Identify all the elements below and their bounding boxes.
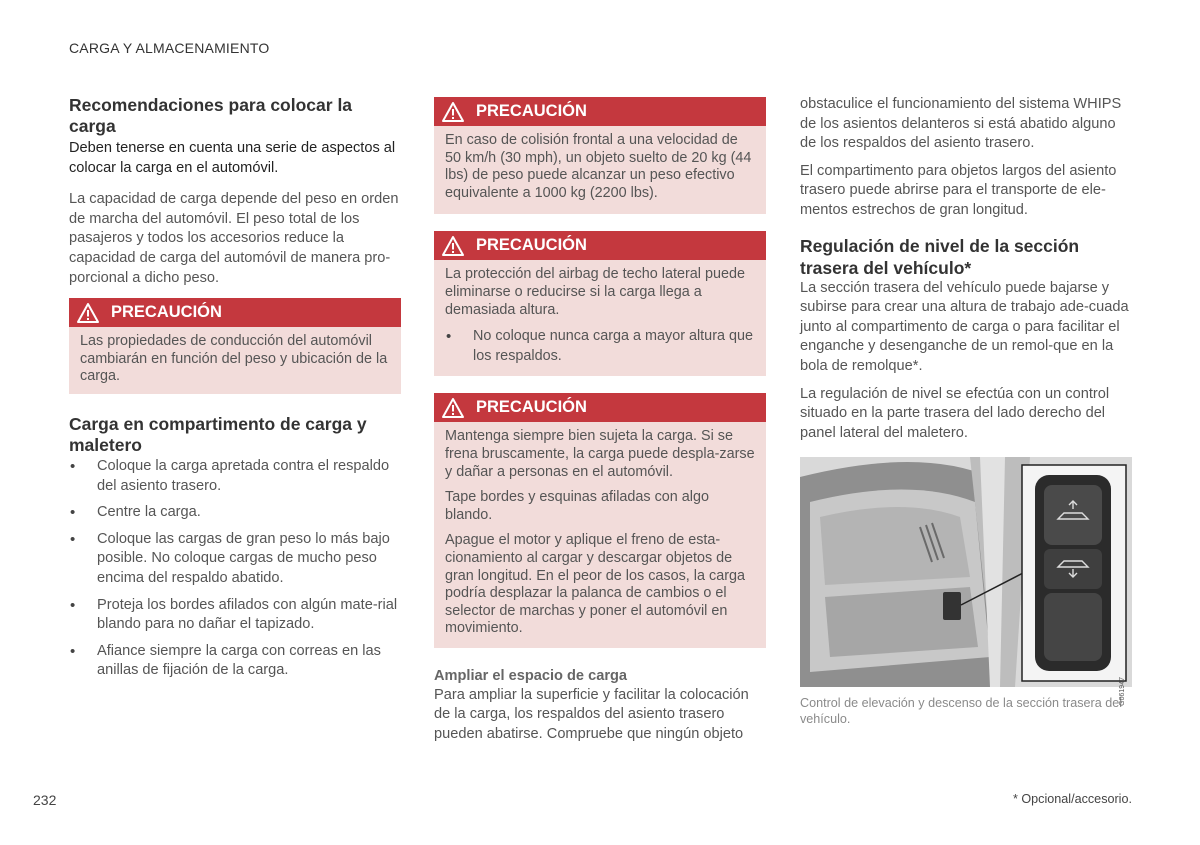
warning-text: Mantenga siempre bien sujeta la carga. Si se frena bruscamente, la carga puede despla-zarse y dañar a personas en el automóvil. <box>445 428 755 480</box>
warning-text: En caso de colisión frontal a una velocidad de 50 km/h (30 mph), un objeto suelto de 20 kg (44 lbs) de peso puede alcanzar un peso efectivo equivalente a 1000 kg (2200 lbs). <box>445 132 752 201</box>
body-text: La capacidad de carga depende del peso en orden de marcha del automóvil. El peso total de los pasajeros y todos los accesorios reduce la capacidad de carga del automóvil de manera pro-porcional a dicho peso. <box>69 191 399 286</box>
warning-box-collision <box>434 97 766 214</box>
warning-header <box>434 231 766 260</box>
body-text: La sección trasera del vehículo puede bajarse y subirse para crear una altura de trabajo ade-cuada junto al compartimento de carga o para facilitar el enganche y desenganche de un remol-que en la bola de remolque*. <box>800 279 1129 374</box>
page-number: 232 <box>33 792 57 808</box>
warning-triangle-icon <box>73 301 103 325</box>
body-text: La regulación de nivel se efectúa con un control situado en la parte trasera del lado derecho del panel lateral del maletero. <box>800 385 1110 441</box>
column-1 <box>69 95 401 681</box>
list-item: • Coloque las cargas de gran peso lo más bajo posible. No coloque cargas de mucho peso encima del respaldo abatido. <box>69 530 401 589</box>
section-heading-cargo: Carga en compartimento de carga y maletero <box>69 413 367 455</box>
subheading: Ampliar el espacio de carga <box>434 667 628 684</box>
warning-text: Tape bordes y esquinas afiladas con algo blando. <box>445 489 710 523</box>
warning-title: PRECAUCIÓN <box>476 236 587 255</box>
body-text: obstaculice el funcionamiento del sistema WHIPS de los asientos delanteros si está abatido alguno de los respaldos del asiento trasero. <box>800 96 1122 152</box>
trunk-figure <box>800 457 1132 707</box>
warning-title: PRECAUCIÓN <box>476 398 587 417</box>
column-2 <box>434 97 766 745</box>
warning-box-airbag <box>434 231 766 376</box>
figure-code: G061947 <box>1119 677 1126 707</box>
cargo-bullets <box>69 457 401 681</box>
warning-header <box>434 97 766 126</box>
list-item: • Coloque la carga apretada contra el respaldo del asiento trasero. <box>69 457 401 496</box>
warning-text: La protección del airbag de techo lateral puede eliminarse o reducirse si la carga llega a demasiada altura. <box>445 266 746 318</box>
list-item: • Proteja los bordes afilados con algún mate-rial blando para no dañar el tapizado. <box>69 596 401 635</box>
warning-box-secure-load <box>434 393 766 648</box>
list-item: • Afiance siempre la carga con correas en las anillas de fijación de la carga. <box>69 642 401 681</box>
warning-header <box>434 393 766 422</box>
warning-text: Apague el motor y aplique el freno de esta-cionamiento al cargar y descargar objetos de gran longitud. En el peor de los casos, la carga podría desplazar la palanca de cambios o el selector de marchas y poner el automóvil en movimiento. <box>445 532 745 637</box>
warning-text: Las propiedades de conducción del automóvil cambiarán en función del peso y ubicación de la carga. <box>80 333 388 385</box>
column-3 <box>800 95 1132 727</box>
trunk-illustration <box>800 457 1132 687</box>
intro-text: Deben tenerse en cuenta una serie de aspectos al colocar la carga en el automóvil. <box>69 140 396 176</box>
warning-title: PRECAUCIÓN <box>111 303 222 322</box>
figure-caption: Control de elevación y descenso de la sección trasera del vehículo. <box>800 696 1123 727</box>
warning-triangle-icon <box>438 100 468 124</box>
body-text: Para ampliar la superficie y facilitar la colocación de la carga, los respaldos del asiento trasero pueden abatirse. Compruebe que ningún objeto <box>434 686 749 743</box>
running-header: CARGA Y ALMACENAMIENTO <box>69 40 270 56</box>
warning-triangle-icon <box>438 396 468 420</box>
list-item: • Centre la carga. <box>69 503 401 523</box>
warning-bullets <box>445 327 756 366</box>
footnote: * Opcional/accesorio. <box>1012 792 1132 806</box>
warning-title: PRECAUCIÓN <box>476 102 587 120</box>
section-heading: Recomendaciones para colocar la carga <box>69 95 353 136</box>
section-heading-level: Regulación de nivel de la sección trasera del vehículo* <box>800 235 1080 278</box>
body-text: El compartimento para objetos largos del asiento trasero puede abrirse para el transporte de ele-mentos estrechos de gran longitud. <box>800 162 1117 218</box>
warning-box <box>69 298 401 394</box>
warning-header <box>69 298 401 327</box>
warning-triangle-icon <box>438 234 468 258</box>
list-item: • No coloque nunca carga a mayor altura que los respaldos. <box>445 327 756 366</box>
